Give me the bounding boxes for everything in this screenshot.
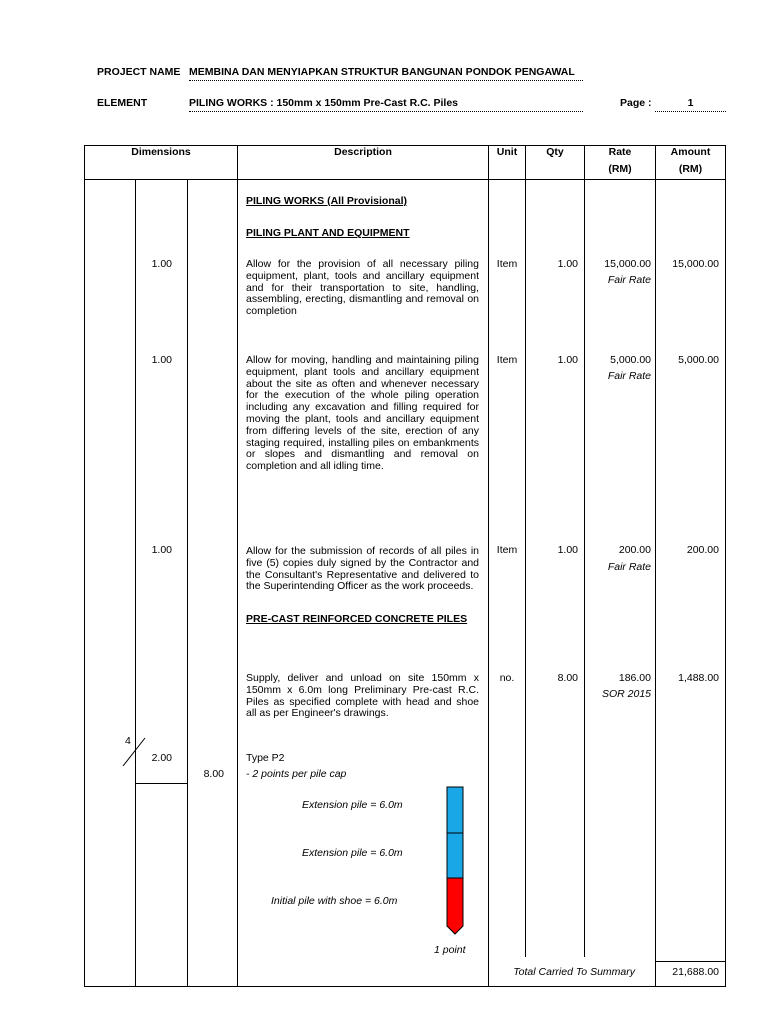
extension-pile-top [447, 787, 463, 833]
table-right-border [725, 145, 726, 987]
heading-piling-works: PILING WORKS (All Provisional) [246, 195, 408, 207]
total-label: Total Carried To Summary [513, 966, 635, 978]
table-left-border [84, 145, 85, 987]
total-top-rule [656, 961, 725, 962]
item-unit: no. [499, 672, 515, 684]
col-unit: Unit [496, 146, 518, 158]
item-rate-note: SOR 2015 [601, 688, 651, 700]
heading-precast-piles: PRE-CAST REINFORCED CONCRETE PILES [246, 613, 468, 625]
project-name-value: MEMBINA DAN MENYIAPKAN STRUKTUR BANGUNAN PONDOK PENGAWAL [189, 66, 583, 81]
item-unit: Item [496, 354, 518, 366]
col-qty: Qty [546, 146, 564, 158]
item-description: Allow for the provision of all necessary piling equipment, plant, tools and ancillary equipment and for their transportation to site, handling, assembling, erecting, dismantling and removal on completion [246, 258, 479, 318]
col-amount-unit: (RM) [678, 163, 703, 175]
item-rate-note: Fair Rate [607, 370, 651, 382]
project-name-label: PROJECT NAME [97, 66, 181, 78]
item-rate: 5,000.00 [610, 354, 651, 366]
description-divider [237, 145, 238, 987]
item-dimension: 1.00 [151, 544, 172, 556]
initial-pile-with-shoe [447, 878, 463, 934]
pile-label-extension-top: Extension pile = 6.0m [302, 799, 403, 811]
pile-type-note: - 2 points per pile cap [246, 768, 347, 780]
page-label: Page : [620, 97, 652, 109]
col-rate-unit: (RM) [608, 163, 632, 175]
col-amount: Amount [670, 146, 711, 158]
item-dimension: 1.00 [151, 258, 172, 270]
item-rate: 186.00 [618, 672, 651, 684]
item-amount: 15,000.00 [672, 258, 719, 270]
page-number: 1 [655, 97, 726, 112]
dimension-divider-2 [187, 180, 188, 987]
item-amount: 1,488.00 [678, 672, 719, 684]
dimension-underline [136, 783, 187, 784]
item-rate-note: Fair Rate [607, 274, 651, 286]
item-unit: Item [496, 544, 518, 556]
item-amount: 200.00 [686, 544, 719, 556]
pile-diagram-caption: 1 point [434, 944, 466, 956]
unit-divider [488, 145, 489, 987]
squared-quantity: 8.00 [203, 768, 224, 780]
item-description: Supply, deliver and unload on site 150mm x 150mm x 6.0m long Preliminary Pre-cast R.C. Piles as specified complete with head and shoe all as per Engineer's drawings. [246, 672, 479, 720]
item-qty: 1.00 [557, 354, 578, 366]
item-qty: 1.00 [557, 544, 578, 556]
total-amount: 21,688.00 [672, 966, 719, 978]
timesing-number: 4 [125, 735, 131, 747]
header-bottom-border [84, 179, 726, 180]
item-rate: 15,000.00 [604, 258, 651, 270]
item-qty: 8.00 [557, 672, 578, 684]
pile-label-extension-mid: Extension pile = 6.0m [302, 847, 403, 859]
item-dimension: 1.00 [151, 354, 172, 366]
item-description: Allow for the submission of records of all piles in five (5) copies duly signed by the Contractor and the Consultant's Representative and delivered to the Superintending Officer as the work proceeds. [246, 545, 479, 593]
amount-divider [655, 145, 656, 987]
table-bottom-border [84, 986, 726, 987]
element-label: ELEMENT [97, 97, 148, 109]
pile-label-shoe: Initial pile with shoe = 6.0m [271, 895, 398, 907]
item-amount: 5,000.00 [678, 354, 719, 366]
item-description: Allow for moving, handling and maintaining piling equipment, plant tools and ancillary equipment about the site as often and whenever necessary for the execution of the whole piling operation including any excavation and filling required for moving the plant, tools and ancillary equipment from differing levels of the site, erection of any staging required, installing piles on embankments or slopes and dismantling and removal on completion and all idling time. [246, 354, 479, 473]
pile-diagram [440, 785, 472, 940]
item-rate-note: Fair Rate [607, 561, 651, 573]
item-rate: 200.00 [618, 544, 651, 556]
pile-type: Type P2 [246, 752, 285, 764]
heading-plant-equipment: PILING PLANT AND EQUIPMENT [246, 227, 410, 239]
col-description: Description [334, 146, 392, 158]
item-qty: 1.00 [557, 258, 578, 270]
element-value: PILING WORKS : 150mm x 150mm Pre-Cast R.C. Piles [189, 97, 583, 112]
takeoff-dimension: 2.00 [151, 752, 172, 764]
col-dimensions: Dimensions [131, 146, 191, 158]
item-unit: Item [496, 258, 518, 270]
dimension-divider-1 [135, 180, 136, 987]
extension-pile-mid [447, 833, 463, 878]
col-rate: Rate [608, 146, 632, 158]
